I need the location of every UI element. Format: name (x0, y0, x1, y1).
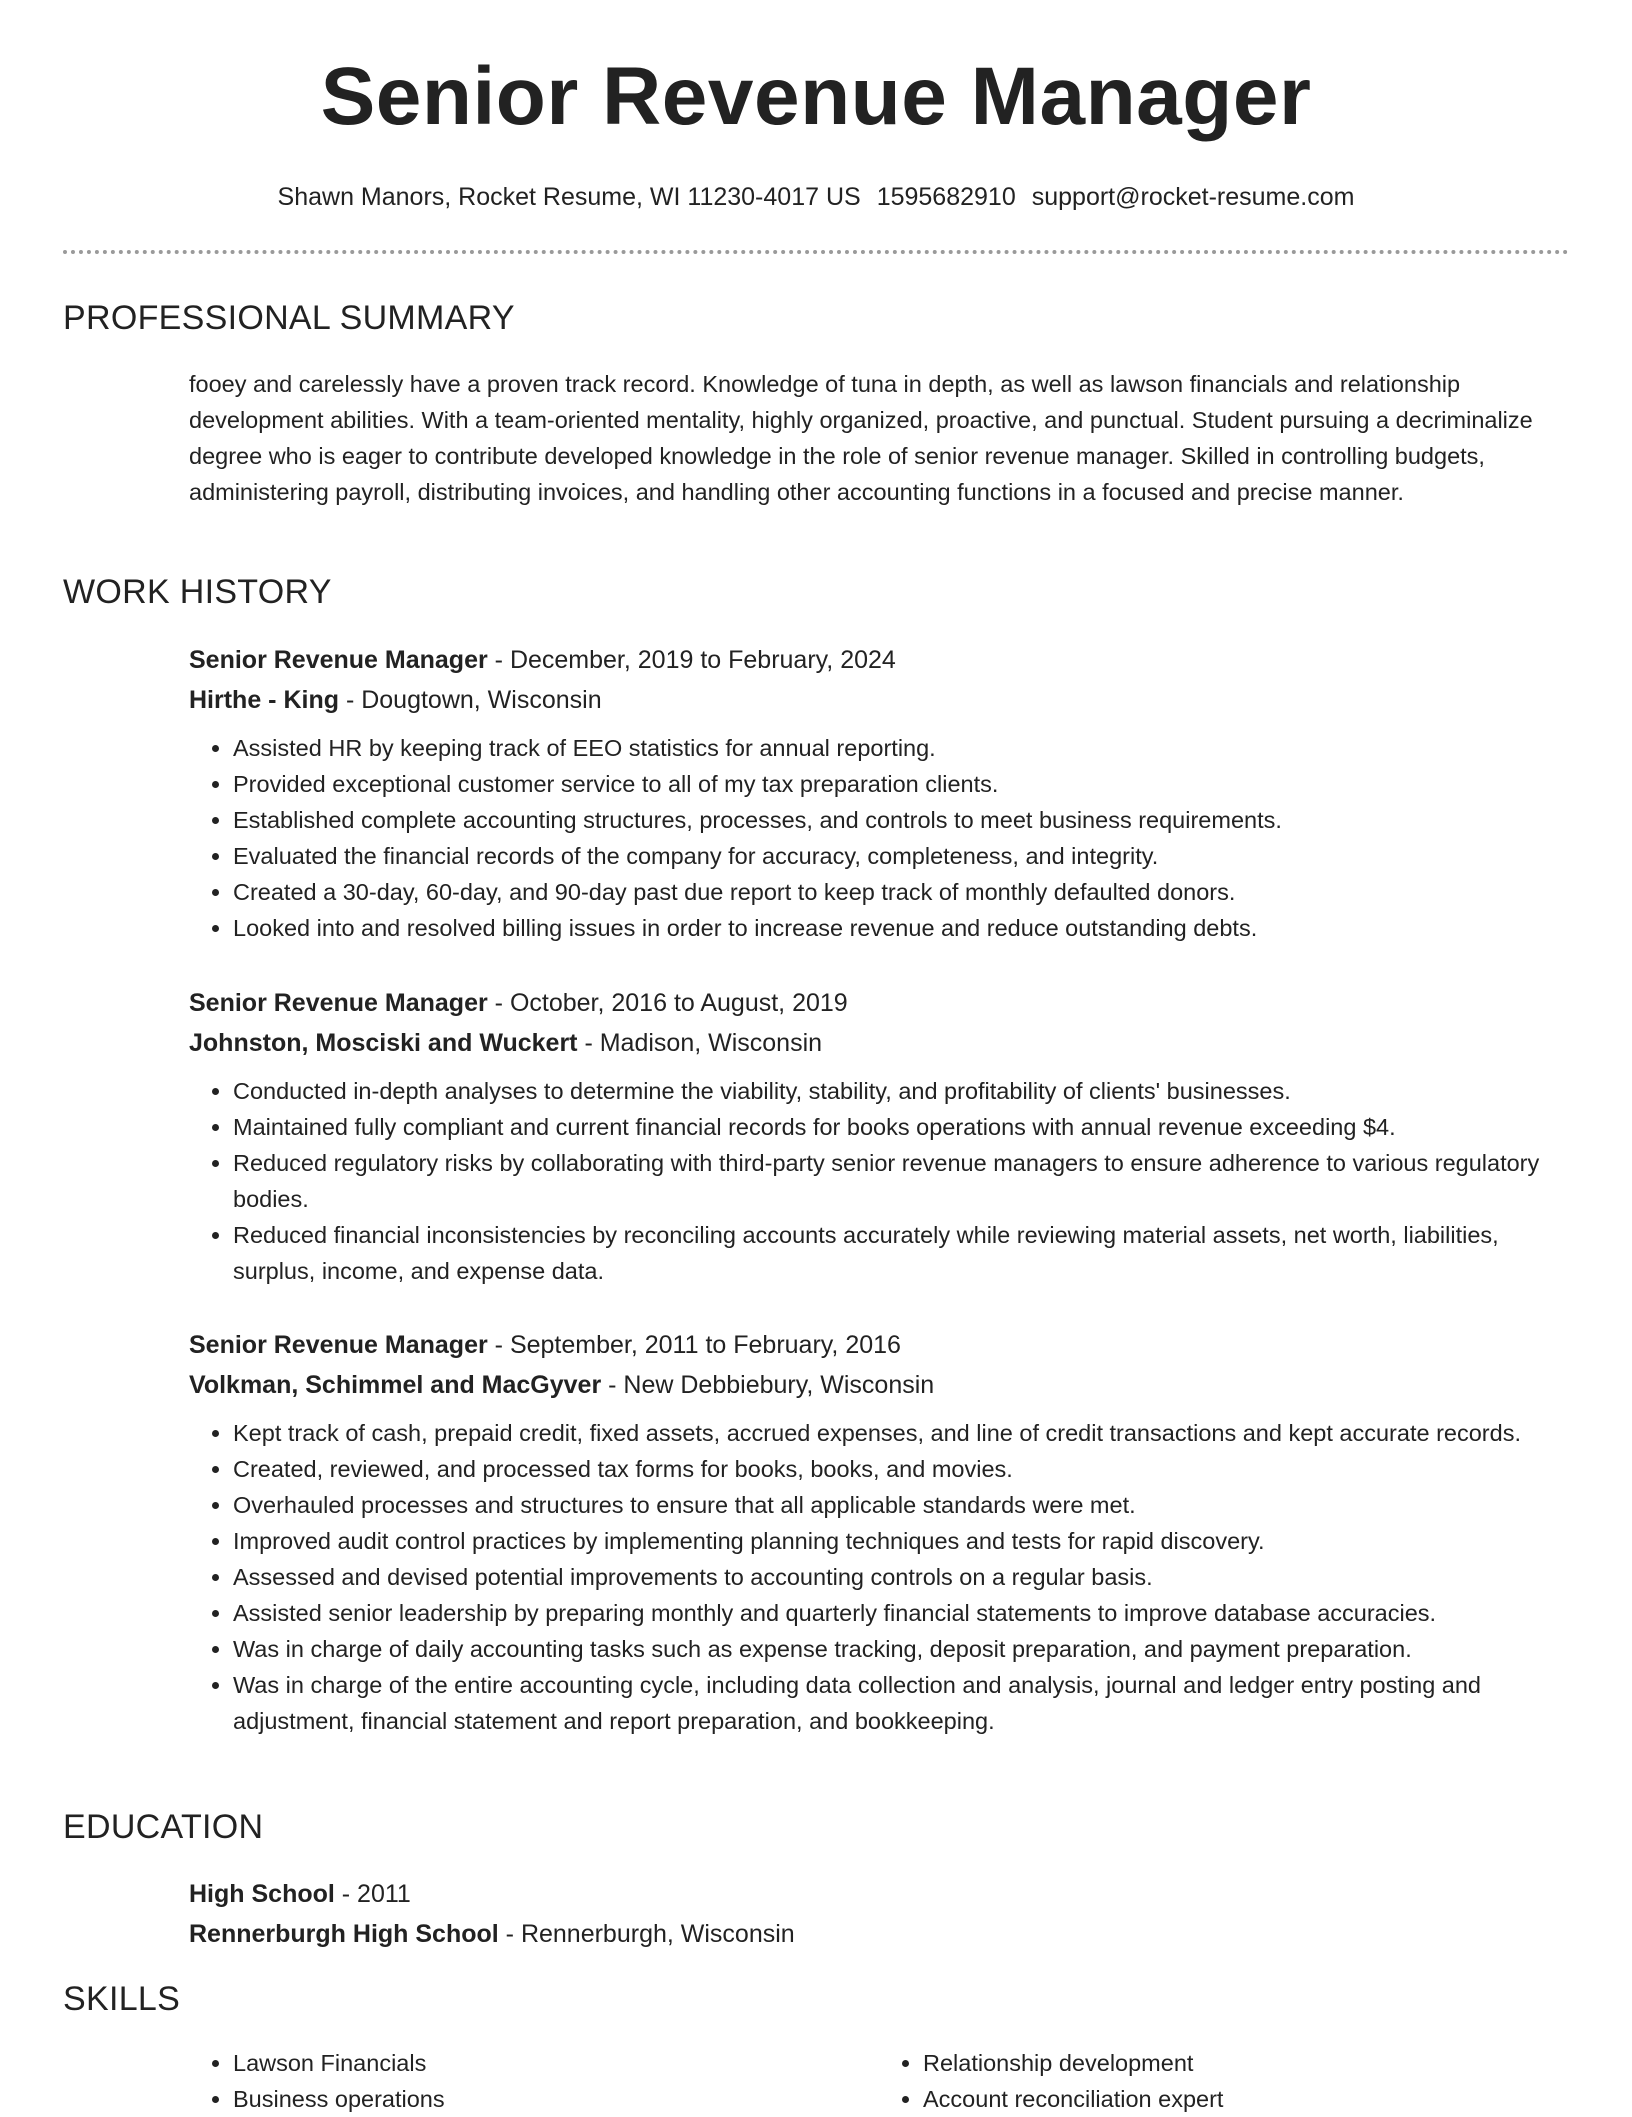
contact-email: support@rocket-resume.com (1031, 183, 1355, 211)
job-company: Volkman, Schimmel and MacGyver (189, 1371, 602, 1399)
job-dates: October, 2016 to August, 2019 (509, 989, 848, 1017)
job-bullet: • Improved audit control practices by implementing planning techniques and tests for rapid discovery. (233, 1523, 1569, 1559)
summary-text: fooey and carelessly have a proven track record. Knowledge of tuna in depth, as well as lawson financials and relationship development abilities. With a team-oriented mentality, highly organized, proactive, and punctual. Student pursuing a decriminalize degree who is eager to contribute developed knowledge in the role of senior revenue manager. Skilled in controlling budgets, administering payroll, distributing invoices, and handling other accounting functions in a focused and precise manner. (189, 371, 1533, 505)
job-bullet: • Kept track of cash, prepaid credit, fixed assets, accrued expenses, and line of credit transactions and kept accurate records. (233, 1415, 1569, 1451)
contact-phone: 1595682910 (876, 183, 1016, 211)
job-bullet: • Assessed and devised potential improvements to accounting controls on a regular basis. (233, 1559, 1569, 1595)
job-bullet: • Provided exceptional customer service to all of my tax preparation clients. (233, 766, 1569, 802)
job-title-line: Senior Revenue Manager - October, 2016 to August, 2019 (189, 989, 848, 1017)
job-bullet: • Reduced regulatory risks by collaborating with third-party senior revenue managers to ensure adherence to various regulatory bodies. (233, 1145, 1569, 1217)
contact-address: Shawn Manors, Rocket Resume, WI 11230-4017 US (277, 183, 861, 211)
job-bullet: • Created, reviewed, and processed tax forms for books, books, and movies. (233, 1451, 1569, 1487)
job-location: Dougtown, Wisconsin (361, 686, 602, 714)
education-year: 2011 (357, 1880, 411, 1908)
job-bullet: • Evaluated the financial records of the company for accuracy, completeness, and integrity. (233, 838, 1569, 874)
job-title: Senior Revenue Manager (189, 1331, 488, 1359)
job-company-line: Johnston, Mosciski and Wuckert - Madison, Wisconsin (189, 1029, 823, 1057)
job-bullet: • Overhauled processes and structures to ensure that all applicable standards were met. (233, 1487, 1569, 1523)
skills-heading: SKILLS (63, 1980, 181, 2018)
job-bullet: • Created a 30-day, 60-day, and 90-day past due report to keep track of monthly defaulted donors. (233, 874, 1569, 910)
education-location: Rennerburgh, Wisconsin (520, 1920, 795, 1948)
contact-line (0, 182, 1632, 212)
job-bullets (189, 730, 1569, 946)
job-location: New Debbiebury, Wisconsin (623, 1371, 935, 1399)
job-bullet: • Assisted HR by keeping track of EEO statistics for annual reporting. (233, 730, 1569, 766)
job-company-line: Hirthe - King - Dougtown, Wisconsin (189, 686, 602, 714)
job-bullet: • Was in charge of the entire accounting cycle, including data collection and analysis, journal and ledger entry posting and adjustment, financial statement and report preparation, and bookkeeping. (233, 1667, 1569, 1739)
resume-title: Senior Revenue Manager (320, 51, 1312, 142)
education-degree: High School (189, 1880, 335, 1908)
job-dates: September, 2011 to February, 2016 (509, 1331, 901, 1359)
job-bullet: • Established complete accounting structures, processes, and controls to meet business requirements. (233, 802, 1569, 838)
job-dates: December, 2019 to February, 2024 (509, 646, 896, 674)
skills-list (189, 2045, 1569, 2117)
job-company: Johnston, Mosciski and Wuckert (189, 1029, 578, 1057)
job-bullet: • Assisted senior leadership by preparing monthly and quarterly financial statements to improve database accuracies. (233, 1595, 1569, 1631)
education-entry (189, 1874, 1569, 1954)
work-history-heading: WORK HISTORY (63, 573, 332, 611)
education-school-line: Rennerburgh High School - Rennerburgh, Wisconsin (189, 1920, 795, 1948)
job-bullets (189, 1073, 1569, 1289)
skill-item: • Business operations (233, 2081, 879, 2117)
job-bullet: • Conducted in-depth analyses to determine the viability, stability, and profitability of clients' businesses. (233, 1073, 1569, 1109)
summary-heading: PROFESSIONAL SUMMARY (63, 299, 515, 337)
education-school: Rennerburgh High School (189, 1920, 499, 1948)
job-bullet: • Looked into and resolved billing issues in order to increase revenue and reduce outstanding debts. (233, 910, 1569, 946)
education-degree-line: High School - 2011 (189, 1880, 411, 1908)
education-heading: EDUCATION (63, 1808, 264, 1846)
skill-item: • Account reconciliation expert (923, 2081, 1569, 2117)
skills-grid (189, 2045, 1569, 2117)
job-company: Hirthe - King (189, 686, 339, 714)
skill-item: • Lawson Financials (233, 2045, 879, 2081)
job-bullets (189, 1415, 1569, 1739)
job-entry (189, 1325, 1569, 1739)
job-bullet: • Reduced financial inconsistencies by reconciling accounts accurately while reviewing material assets, net worth, liabilities, surplus, income, and expense data. (233, 1217, 1569, 1289)
job-company-line: Volkman, Schimmel and MacGyver - New Debbiebury, Wisconsin (189, 1371, 935, 1399)
job-bullet: • Was in charge of daily accounting tasks such as expense tracking, deposit preparation, and payment preparation. (233, 1631, 1569, 1667)
job-bullet: • Maintained fully compliant and current financial records for books operations with annual revenue exceeding $4. (233, 1109, 1569, 1145)
job-title-line: Senior Revenue Manager - September, 2011 to February, 2016 (189, 1331, 901, 1359)
job-location: Madison, Wisconsin (599, 1029, 823, 1057)
job-title-line: Senior Revenue Manager - December, 2019 to February, 2024 (189, 646, 896, 674)
job-entry (189, 640, 1569, 946)
header-divider (63, 250, 1569, 254)
skills-column-right (879, 2045, 1569, 2117)
skills-column-left (189, 2045, 879, 2117)
job-title: Senior Revenue Manager (189, 646, 488, 674)
job-entry (189, 983, 1569, 1289)
job-title: Senior Revenue Manager (189, 989, 488, 1017)
skill-item: • Relationship development (923, 2045, 1569, 2081)
